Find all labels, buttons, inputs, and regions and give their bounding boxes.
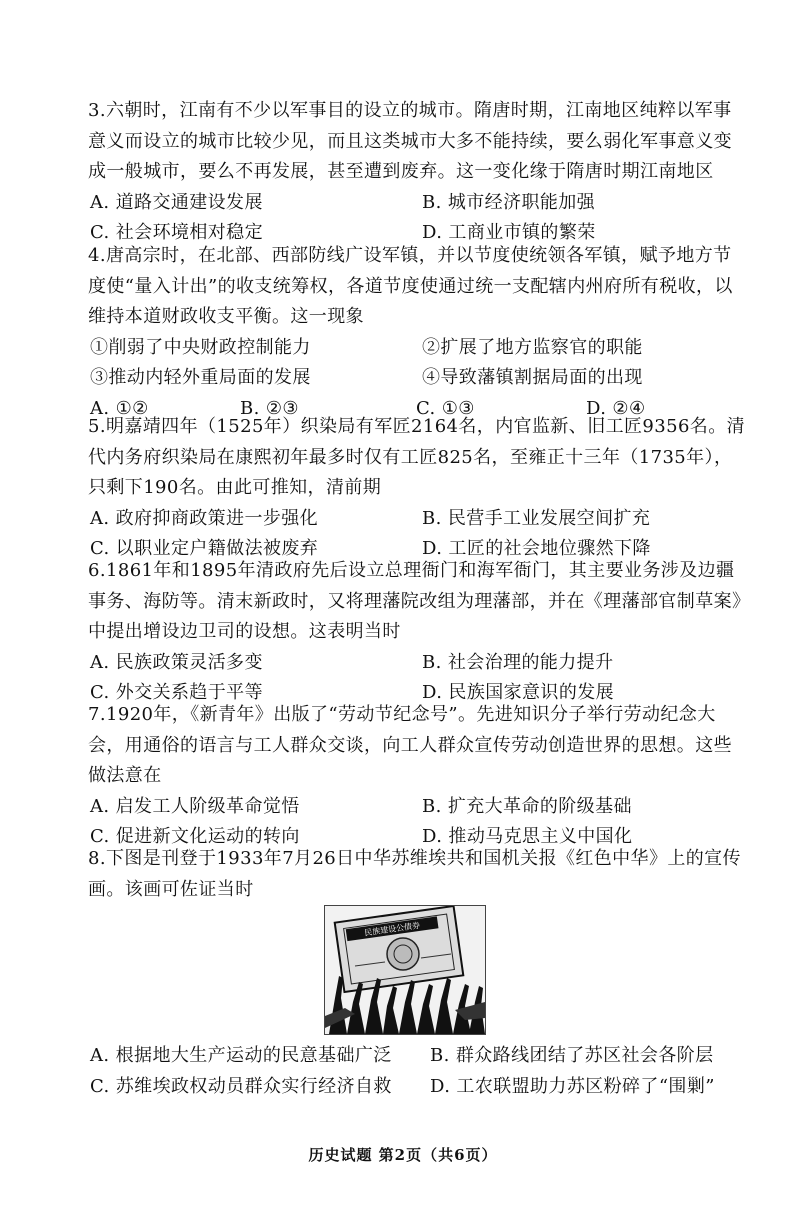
option-d: D. 工农联盟助力苏区粉碎了“围剿” [430,1075,715,1097]
question-text: 1920年，《新青年》出版了“劳动节纪念号”。先进知识分子举行劳动纪念大会，用通俗的语言与工人群众交谈，向工人群众宣传劳动创造世界的思想。这些做法意在 [88,704,732,786]
option-c: C. 社会环境相对稳定 [90,222,263,243]
question-3 [88,96,748,249]
option-c: C. 苏维埃政权动员群众实行经济自救 [90,1075,392,1097]
page-footer: 历史试题 第2页（共6页） [308,1146,498,1164]
option-a: A. 道路交通建设发展 [90,191,263,213]
question-6 [88,556,748,709]
question-number: 6. [88,560,106,581]
question-number: 7. [88,704,106,725]
statement-3: ③推动内轻外重局面的发展 [90,367,311,388]
question-4 [88,241,748,424]
option-d: D. 工商业市镇的繁荣 [422,222,596,243]
question-text: 唐高宗时，在北部、西部防线广设军镇，并以节度使统领各军镇，赋予地方节度使“量入计出”的收支统筹权，各道节度使通过统一支配辖内州府所有税收，以维持本道财政收支平衡。这一现象 [88,245,733,327]
option-d: D. ②④ [586,397,646,419]
option-a: A. 启发工人阶级革命觉悟 [90,795,300,817]
question-8 [88,844,748,905]
statement-1: ①削弱了中央财政控制能力 [90,336,311,358]
option-b: B. 城市经济职能加强 [422,191,596,213]
option-a: A. 政府抑商政策进一步强化 [90,507,319,529]
question-number: 3. [88,100,106,121]
question-text: 1861年和1895年清政府先后设立总理衙门和海军衙门，其主要业务涉及边疆事务、海防等。清末新政时，又将理藩院改组为理藩部，并在《理藩部官制草案》中提出增设边卫司的设想。这表明当时 [88,560,742,642]
question-number: 4. [88,245,106,266]
question-stem [88,241,748,333]
statement-2: ②扩展了地方监察官的职能 [422,336,643,358]
question-stem [88,556,748,648]
options [88,188,748,249]
option-c: C. ①③ [416,397,475,419]
question-number: 5. [88,416,106,437]
question-stem [88,412,748,504]
question-stem [88,700,748,792]
question-stem [88,96,748,188]
option-b: B. 扩充大革命的阶级基础 [422,795,632,817]
question-5 [88,412,748,565]
options [88,1041,748,1102]
option-d: D. 工匠的社会地位骤然下降 [422,538,651,559]
option-a: A. 民族政策灵活多变 [90,651,263,673]
question-text: 六朝时，江南有不少以军事目的设立的城市。隋唐时期，江南地区纯粹以军事意义而设立的城市比较少见，而且这类城市大多不能持续，要么弱化军事意义变成一般城市，要么不再发展，甚至遭到废弃。这一变化缘于隋唐时期江南地区 [88,100,732,182]
option-c: C. 促进新文化运动的转向 [90,826,300,847]
option-c: C. 以职业定户籍做法被废弃 [90,538,319,559]
question-8-options [88,1041,748,1102]
statements [88,333,748,394]
option-b: B. 群众路线团结了苏区社会各阶层 [430,1045,714,1066]
question-text: 下图是刊登于1933年7月26日中华苏维埃共和国机关报《红色中华》上的宣传画。该画可佐证当时 [88,848,741,900]
option-d: D. 民族国家意识的发展 [422,682,615,703]
option-b: B. 社会治理的能力提升 [422,651,614,673]
option-b: B. ②③ [240,397,299,419]
option-b: B. 民营手工业发展空间扩充 [422,507,651,529]
question-7 [88,700,748,853]
question-stem [88,844,748,905]
option-c: C. 外交关系趋于平等 [90,682,263,703]
option-a: A. ①② [90,397,149,419]
statement-4: ④导致藩镇割据局面的出现 [422,367,643,388]
option-a: A. 根据地大生产运动的民意基础广泛 [90,1045,392,1066]
question-number: 8. [88,848,106,869]
bond-title: 民族建设公债券 [363,920,421,938]
question-text: 明嘉靖四年（1525年）织染局有军匠2164名，内官监新、旧工匠9356名。清代内务府织染局在康熙初年最多时仅有工匠825名，至雍正十三年（1735年），只剩下190名。由此可推知，清前期 [88,416,746,498]
option-d: D. 推动马克思主义中国化 [422,826,633,847]
propaganda-poster-image [324,905,486,1035]
